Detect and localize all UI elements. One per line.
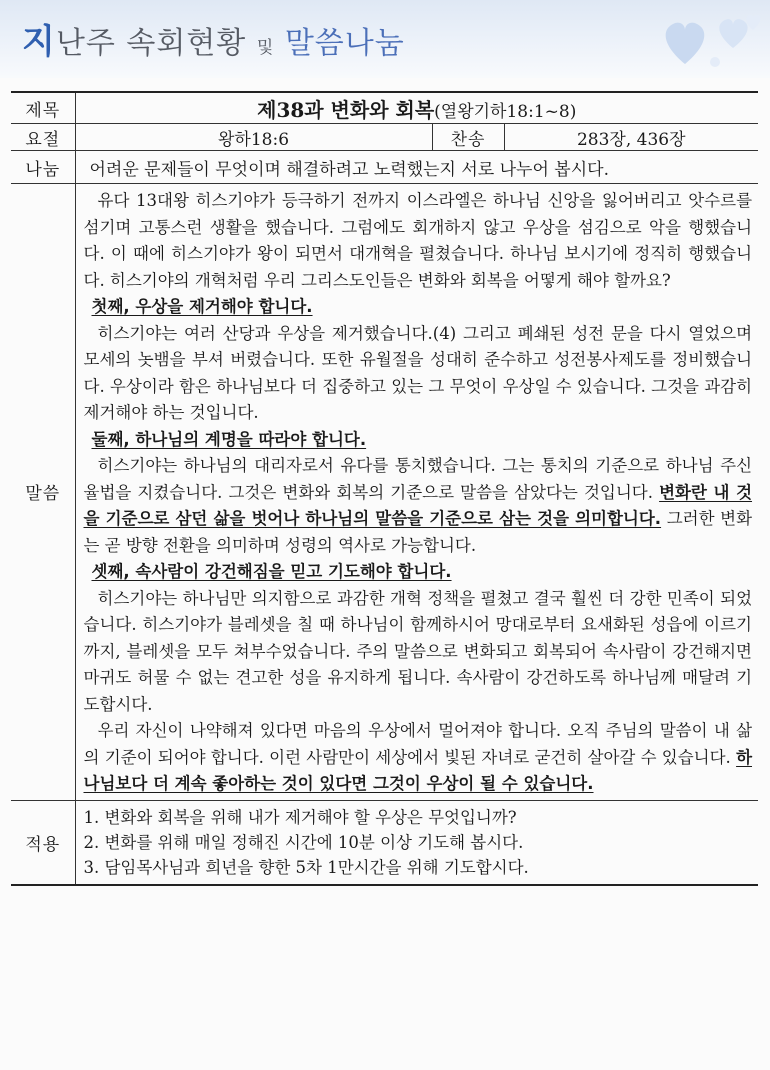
- share-question: 어려운 문제들이 무엇이며 해결하려고 노력했는지 서로 나누어 봅시다.: [75, 151, 758, 184]
- lesson-table: [11, 91, 758, 886]
- lesson-reference: (열왕기하18:1~8): [434, 101, 577, 122]
- share-row: [11, 151, 758, 184]
- apply-row: [11, 800, 758, 885]
- lesson-title: [75, 92, 758, 124]
- section-paragraph-2: 히스기야는 하나님의 대리자로서 유다를 통치했습니다. 그는 통치의 기준으로 하나님 주신 율법을 지켰습니다. 그것은 변화와 회복의 기준으로 말씀을 삼았다는 것입니다. 변화란 내 것을 기준으로 삼던 삶을 벗어나 하나님의 말씀을 기준으로 삼는 것을 의미합니다. 그러한 변화는 곧 방향 전환을 의미하며 성령의 역사로 가능합니다.: [83, 456, 753, 555]
- title-end: 말씀나눔: [284, 26, 405, 61]
- closing-paragraph: 우리 자신이 나약해져 있다면 마음의 우상에서 멀어져야 합니다. 오직 주님의 말씀이 내 삶의 기준이 되어야 합니다. 이런 사람만이 세상에서 빛된 자녀로 굳건히 살아갈 수 있습니다. 하나님보다 더 계속 좋아하는 것이 있다면 그것이 우상이 될 수 있습니다.: [83, 721, 753, 793]
- section-heading-2: 둘째, 하나님의 계명을 따라야 합니다.: [91, 429, 367, 449]
- apply-item-3: 3. 담임목사님과 희년을 향한 5차 1만시간을 위해 기도합시다.: [83, 857, 529, 877]
- share-label: 나눔: [11, 151, 75, 184]
- section-heading-3: 셋째, 속사람이 강건해짐을 믿고 기도해야 합니다.: [91, 562, 452, 581]
- heart-decoration-icon: [655, 4, 765, 76]
- intro-paragraph: 유다 13대왕 히스기야가 등극하기 전까지 이스라엘은 하나님 신앙을 잃어버리고 앗수르를 섬기며 고통스런 생활을 했습니다. 그럼에도 회개하지 않고 우상을 섬김으로 악을 행했습니다. 이 때에 히스기야가 왕이 되면서 대개혁을 펼쳤습니다. 하나님 보시기에 정직히 행했습니다. 히스기야의 개혁처럼 우리 그리스도인들은 변화와 회복을 어떻게 해야 할까요?: [83, 191, 753, 290]
- emphasis-text-2: 하나님보다 더 계속 좋아하는 것이 있다면 그것이 우상이 될 수 있습니다.: [83, 747, 753, 793]
- summary-row: [11, 124, 758, 151]
- word-label: 말씀: [11, 184, 75, 801]
- lesson-title-text: 제38과 변화와 회복: [257, 97, 435, 122]
- apply-label: 적용: [11, 800, 75, 885]
- word-row: [11, 184, 758, 801]
- title-initial: 지: [22, 22, 56, 62]
- title-row: [11, 92, 758, 124]
- page-title: [22, 14, 405, 63]
- title-join: 및: [256, 38, 275, 58]
- word-body: [75, 184, 758, 801]
- header-banner: [0, 0, 770, 78]
- section-paragraph-1: 히스기야는 여러 산당과 우상을 제거했습니다.(4) 그리고 폐쇄된 성전 문을 다시 열었으며 모세의 놋뱀을 부셔 버렸습니다. 또한 유월절을 성대히 준수하고 성전봉사제도를 정비했습니다. 우상이라 함은 하나님보다 더 집중하고 있는 그 무엇이 우상일 수 있습니다. 그것을 과감히 제거해야 하는 것입니다.: [83, 323, 753, 422]
- summary-label: 요절: [11, 124, 75, 151]
- apply-item-2: 2. 변화를 위해 매일 정해진 시간에 10분 이상 기도해 봅시다.: [83, 832, 524, 852]
- apply-list: [75, 800, 758, 885]
- apply-item-1: 1. 변화와 회복을 위해 내가 제거해야 할 우상은 무엇입니까?: [83, 807, 517, 827]
- emphasis-text-1: 변화란 내 것을 기준으로 삼던 삶을 벗어나 하나님의 말씀을 기준으로 삼는 것을 의미합니다.: [83, 482, 753, 528]
- hymn-numbers: 283장, 436장: [504, 124, 758, 151]
- title-label: 제목: [11, 92, 75, 124]
- section-heading-1: 첫째, 우상을 제거해야 합니다.: [91, 297, 313, 316]
- hymn-label: 찬송: [432, 124, 504, 151]
- title-main: 난주 속회현황: [55, 26, 247, 61]
- section-paragraph-3: 히스기야는 하나님만 의지함으로 과감한 개혁 정책을 펼쳤고 결국 훨씬 더 강한 민족이 되었습니다. 히스기야가 블레셋을 칠 때 하나님이 함께하시어 망대로부터 요새화된 성읍에 이르기까지, 블레셋을 모두 쳐부수었습니다. 주의 말씀으로 변화되고 회복되어 속사람이 강건해지면 마귀도 허물 수 없는 견고한 성을 유지하게 됩니다. 속사람이 강건하도록 하나님께 매달려 기도합시다.: [83, 588, 753, 714]
- summary-verse: 왕하18:6: [75, 124, 432, 151]
